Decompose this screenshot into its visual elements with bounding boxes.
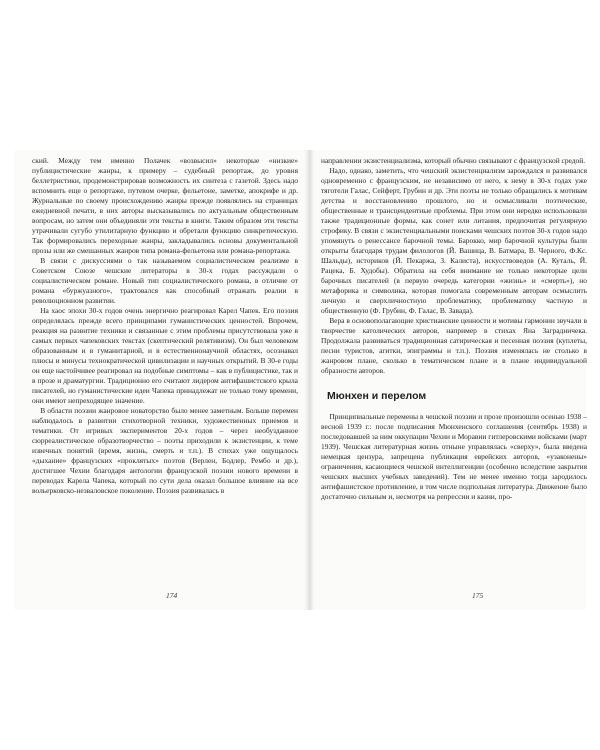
paragraph: В области поэзии жанровое новаторство было менее заметным. Больше перемен наблюдалось в развитии стихотворной техники, художественных приемов и тематики. От игривых экспериментов 20-х годов – через необузданное сюрреалистическое образотворчество – поэты приходили к экзистенции, к теме извечных понятий (время, жизнь, смерть и т.п.). В стихах уже ощущалось «дыхание» французских «проклятых» поэтов (Верлен, Бодлер, Рембо и др.), достигшее Чехии благодаря антологии французской поэзии нового времени в переводах Карела Чапека, который по сути дела оказал большое влияние на все вольерковско-незваловское поколение. Поэзия развивалась в: [32, 406, 298, 495]
paragraph: направлении экзистенциализма, который обычно связывают с французской средой.: [321, 156, 586, 165]
paragraph: На хаос эпохи 30-х годов очень энергично реагировал Карел Чапек. Его поэзия определялась прежде всего принципами гуманистических ценностей. Впрочем, реакция на развитие техники и связанные с этим проблемы присутствовала уже в самых первых чапековских текстах (скептический релятивизм). Он был человеком образованным и в гуманитарной, и в естественнонаучной областях, осознавал плюсы и минусы технократической цивилизации и научных открытий. В 30-е годы он еще настойчивее реагировал на подобные симптомы – как в публицистике, так и в прозе и драматургии. Традиционно его считают лидером антифашистского крыла писателей, но гуманистические идеи Чапека принадлежат не только тому времени, они имеют непреходящее значение.: [32, 306, 298, 405]
paragraph: ский. Между тем именно Полачек «возвысил» некоторые «низкие» публицистические жанры, к примеру – судебный репортаж, до уровня беллетристики, продемонстрировав возможность их синтеза с газетой. Здесь надо вспомнить еще о репортаже, путевом очерке, фельетоне, заметке, апокрифе и др. Журнальные по своему происхождению жанры прежде появлялись на страницах ежедневной печати, в них авторы высказывались по актуальным общественным вопросам, но затем они объединяли эти тексты в книги. Таким образом эти тексты утрачивали сугубо утилитарную функцию и обретали функцию синкретическую. Так формировались переходные жанры, закладывались основы документальной прозы или же смешанных жанров типа романа-фельетона или романа-репортажа.: [32, 156, 298, 255]
paragraph: Принципиальные перемены в чешской поэзии и прозе произошли осенью 1938 – весной 1939 г.: после подписания Мюнхенского соглашения (сентябрь 1938) и последовавшей за ним оккупации Чехии и Моравии гитлеровскими войсками (март 1939). Чешская литературная жизнь отныне управлялась «сверху», была введена немецкая цензура, запрещена публикация еврейских авторов, «узаконены» ограничения, касающиеся чешской интеллигенции (особенно вследствие закрытия чешских высших учебных заведений). Тем не менее именно тогда зародилось антифашистское противление, в том числе подпольная литература. Движение было достаточно сильным и, несмотря на репрессии и казни, про-: [321, 412, 587, 501]
page-number-right: 175: [472, 591, 484, 600]
page-number-left: 174: [166, 591, 178, 600]
paragraph: В связи с дискуссиями о так называемом социалистическом реализме в Советском Союзе чешские литераторы в 30-х годах рассуждали о социалистическом романе. Новый тип социалистического романа, в отличие от романа «буржуазного», трактовался как способный отражать реалии в революционном развитии.: [32, 256, 298, 305]
right-page: [321, 156, 587, 502]
left-page: [32, 156, 298, 496]
section-heading: Мюнхен и перелом: [327, 390, 427, 402]
page-gutter: [304, 150, 314, 610]
paragraph: Надо, однако, заметить, что чешский экзистенциализм зарождался и развивался одновременно с французским, не независимо от него, к нему в 30-х годах уже тяготели Галас, Сейферт, Грубин и др. Эти поэты не только обращались к мотивам детства и восстановлению прошлого, но и осмысливали поэтические, общественные и трансцендентные проблемы. При этом они нередко использовали также традиционные формы, как сонет или литания, предпочитая регулярную строфику. В связи с экзистенциальными поисками чешских поэтов 30-х годов надо упомянуть о ренессансе барочной темы. Барокко, мир барочной культуры были открыты благодаря трудам филологов (Й. Вашица, В. Батмара, В. Черного, Ф.Кс. Шальды), историков (Й. Пекаржа, З. Калиста), искусствоведов (А. Куталь, Й. Рацека, Б. Худобы). Обратила на себя внимание не только некоторые цели барочных писателей (в первую очередь категории «жизнь» и «смерть»), но метафорика и символика, которая помогала современным авторам осмыслить личную и сверхличностную проблематику, проблематику частную и общественную (Ф. Грубин, Ф. Галас, В. Завада).: [321, 166, 587, 315]
book-spread: [14, 150, 586, 610]
paragraph: Вера в основополагающие христианские ценности и мотивы гармонии звучали в творчестве католических авторов, например в стихах Яна Заградничека. Продолжала развиваться традиционная сатирическая и песенная поэзия (куплеты, песни туристов, агитки, эпиграммы и т.п.). Поэзия изменялась не столько в жанровом плане, сколько в тематическом плане и в плане индивидуальной образности авторов.: [321, 316, 587, 375]
